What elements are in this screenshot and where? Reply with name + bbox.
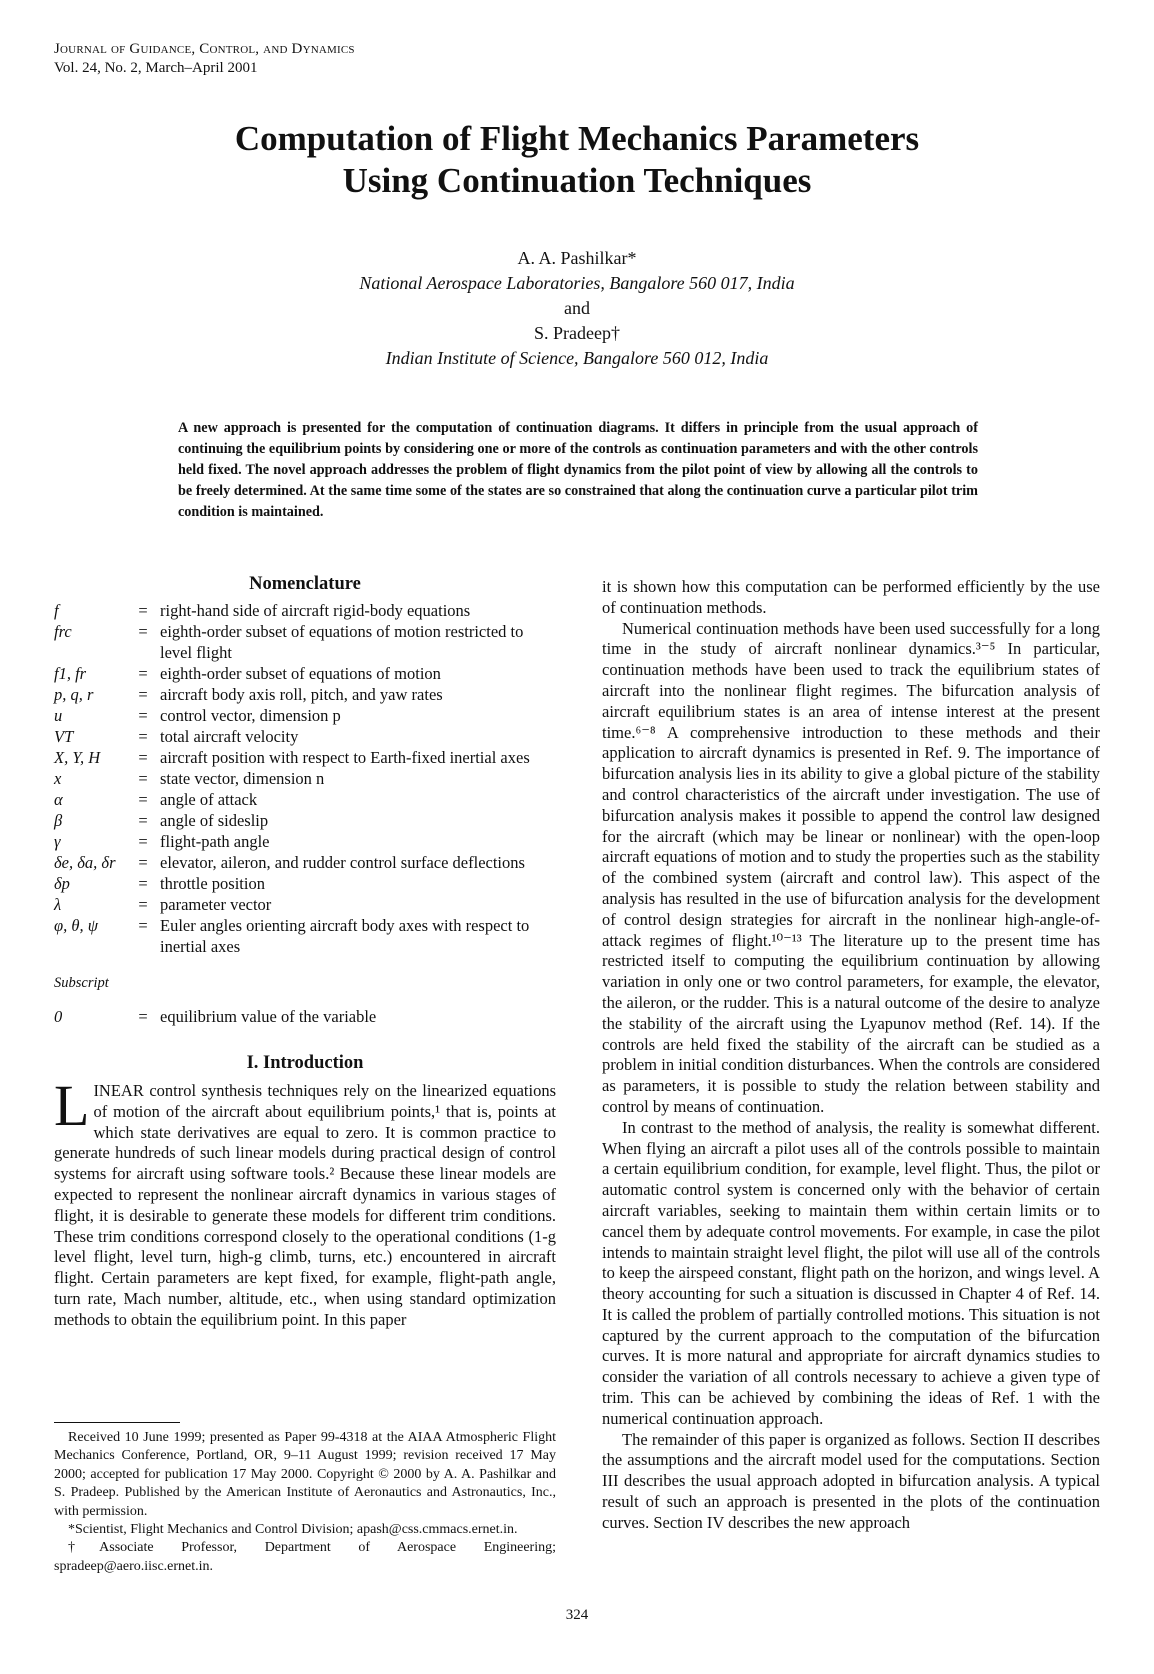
nomenclature-equals: = [138,622,148,641]
nomenclature-equals: = [138,1007,148,1026]
nomenclature-definition: total aircraft velocity [160,727,299,746]
journal-name: Journal of Guidance, Control, and Dynamics [54,41,355,57]
right-paragraph-3: In contrast to the method of analysis, the reality is somewhat different. When flying an aircraft a pilot uses all of the controls possible to maintain a certain equilibrium condition, for example, level flight. Thus, the pilot or automatic control system is concerned only with the behavior of certain aircraft variables, seeking to maintain them within certain limits or to cancel them by adequate control movements. For example, in case the pilot intends to maintain straight level flight, the pilot will use all of the controls to keep the airspeed constant, flight path on the horizon, and wings level. A theory accounting for such a situation is discussed in Chapter 4 of Ref. 14. It is called the problem of partially controlled motions. This situation is not captured by the current approach to the computation of the bifurcation curves. It is more natural and appropriate for aircraft dynamics studies to consider the variation of all controls necessary to achieve a given type of trim. This can be achieved by combining the ideas of Ref. 1 with the numerical continuation approach. [602,1117,1100,1428]
nomenclature-definition: Euler angles orienting aircraft body axes with respect to inertial axes [160,916,530,956]
nomenclature-symbol: δp [54,874,70,893]
introduction-text: INEAR control synthesis techniques rely on the linearized equations of motion of the aircraft about equilibrium points,¹ that is, points at which state derivatives are equal to zero. It is common practice to generate hundreds of such linear models during practical design of control systems for aircraft using software tools.² Because these linear models are expected to represent the nonlinear aircraft dynamics in various stages of flight, it is desirable to generate these models for different trim conditions. These trim conditions correspond closely to the operational conditions (1-g level flight, level turn, high-g climb, turns, etc.) encountered in aircraft flight. Certain parameters are kept fixed, for example, flight-path angle, turn rate, Mach number, altitude, etc., when using standard optimization methods to obtain the equilibrium point. In this paper [54,1081,556,1329]
nomenclature-symbol: f [54,601,59,620]
nomenclature-row [54,789,556,810]
nomenclature-equals: = [138,706,148,725]
title-line-1: Computation of Flight Mechanics Parameters [234,119,920,158]
author-block [0,246,1154,371]
nomenclature-definition: angle of attack [160,790,258,809]
nomenclature-row [54,831,556,852]
footnote-received: Received 10 June 1999; presented as Paper 99-4318 at the AIAA Atmospheric Flight Mechanics Conference, Portland, OR, 9–11 August 1999; revision received 17 May 2000; accepted for publication 17 May 2000. Copyright © 2000 by A. A. Pashilkar and S. Pradeep. Published by the American Institute of Aeronautics and Astronautics, Inc., with permission. [54,1430,556,1519]
author-1: A. A. Pashilkar* [517,248,637,268]
nomenclature-row [54,600,556,621]
nomenclature-symbol: δe, δa, δr [54,853,116,872]
right-paragraph-1: it is shown how this computation can be performed efficiently by the use of continuation methods. [602,577,1100,617]
nomenclature-definition: right-hand side of aircraft rigid-body equations [160,601,471,620]
page-number: 324 [565,1607,589,1623]
author-2: S. Pradeep† [534,323,620,343]
nomenclature-symbol: f1, fr [54,664,87,683]
right-paragraph-4: The remainder of this paper is organized as follows. Section II describes the assumptions and the aircraft model used for the computations. Section III describes the usual approach adopted in bifurcation analysis. A typical result of such an approach is presented in the plots of the continuation curves. Section IV describes the new approach [602,1429,1100,1532]
nomenclature-heading: Nomenclature [249,574,361,594]
nomenclature-row [54,852,556,873]
nomenclature-definition: control vector, dimension p [160,706,341,725]
footnote-rule [54,1422,180,1423]
nomenclature-symbol: λ [54,895,62,914]
nomenclature-equals: = [138,748,148,767]
nomenclature-symbol: 0 [54,1007,63,1026]
nomenclature-definition: aircraft body axis roll, pitch, and yaw rates [160,685,443,704]
subscript-list [54,1006,556,1027]
nomenclature-row [54,768,556,789]
footnote-author-2: †Associate Professor, Department of Aerospace Engineering; spradeep@aero.iisc.ernet.in. [54,1540,556,1574]
nomenclature-row [54,705,556,726]
nomenclature-row [54,621,556,663]
nomenclature-row [54,894,556,915]
nomenclature-symbol: p, q, r [54,685,94,704]
nomenclature-equals: = [138,916,148,935]
nomenclature-definition: equilibrium value of the variable [160,1007,377,1026]
nomenclature-definition: parameter vector [160,895,272,914]
drop-cap: L [54,1073,90,1138]
nomenclature-equals: = [138,769,148,788]
nomenclature-equals: = [138,853,148,872]
affiliation-2: Indian Institute of Science, Bangalore 560 012, India [385,348,769,368]
introduction-heading: I. Introduction [246,1053,364,1073]
nomenclature-symbol: x [54,769,62,788]
nomenclature-row [54,663,556,684]
nomenclature-symbol: X, Y, H [54,748,101,767]
nomenclature-equals: = [138,664,148,683]
nomenclature-symbol: u [54,706,63,725]
title-line-2: Using Continuation Techniques [342,161,812,200]
nomenclature-definition: state vector, dimension n [160,769,325,788]
nomenclature-equals: = [138,895,148,914]
nomenclature-list [54,600,556,957]
nomenclature-row [54,1006,556,1027]
journal-header [54,40,355,78]
left-column [54,572,556,1331]
footnotes [54,1422,556,1576]
nomenclature-symbol: VT [54,727,74,746]
abstract: A new approach is presented for the computation of continuation diagrams. It differs in principle from the usual approach of continuing the equilibrium points by considering one or more of the controls as continuation parameters and with the other controls held fixed. The novel approach addresses the problem of flight dynamics from the pilot point of view by allowing all the controls to be freely determined. At the same time some of the states are so constrained that along the continuation curve a particular pilot trim condition is maintained. [178,420,978,520]
footnote-author-1: *Scientist, Flight Mechanics and Control Division; apash@css.cmmacs.ernet.in. [68,1522,518,1538]
nomenclature-row [54,873,556,894]
nomenclature-equals: = [138,874,148,893]
nomenclature-equals: = [138,601,148,620]
nomenclature-equals: = [138,832,148,851]
nomenclature-definition: aircraft position with respect to Earth-fixed inertial axes [160,748,530,767]
introduction-paragraph-1 [54,1073,556,1331]
nomenclature-row [54,726,556,747]
nomenclature-row [54,747,556,768]
nomenclature-symbol: frc [54,622,72,641]
nomenclature-equals: = [138,790,148,809]
nomenclature-definition: elevator, aileron, and rudder control surface deflections [160,853,525,872]
nomenclature-row [54,684,556,705]
nomenclature-definition: eighth-order subset of equations of motion [160,664,441,683]
nomenclature-row [54,810,556,831]
nomenclature-definition: angle of sideslip [160,811,269,830]
right-column [602,577,1100,1534]
nomenclature-symbol: φ, θ, ψ [54,916,98,935]
nomenclature-row [54,915,556,957]
nomenclature-equals: = [138,685,148,704]
nomenclature-definition: eighth-order subset of equations of motion restricted to level flight [160,622,524,662]
nomenclature-equals: = [138,811,148,830]
paper-title [0,118,1154,202]
journal-volume: Vol. 24, No. 2, March–April 2001 [54,60,258,76]
nomenclature-equals: = [138,727,148,746]
affiliation-1: National Aerospace Laboratories, Bangalore 560 017, India [359,273,795,293]
nomenclature-definition: flight-path angle [160,832,270,851]
right-paragraph-2: Numerical continuation methods have been used successfully for a long time in the study of aircraft nonlinear dynamics.³⁻⁵ In particular, continuation methods have been used to track the equilibrium states of aircraft into the nonlinear flight regimes. The bifurcation analysis of aircraft equilibrium states is an area of intense interest at the present time.⁶⁻⁸ A comprehensive introduction to these methods and their application to aircraft dynamics is presented in Ref. 9. The importance of bifurcation analysis lies in its ability to give a global picture of the stability and control characteristics of the aircraft under investigation. The use of bifurcation analysis makes it possible to append the control law designed for the aircraft (which may be linear or nonlinear) with the open-loop aircraft equations of motion and to study the properties such as the stability of the combined system (aircraft and control law). This aspect of the analysis has resulted in the use of bifurcation analysis for the development of control design strategies for aircraft in the nonlinear high-angle-of-attack regimes of flight.¹⁰⁻¹³ The literature up to the present time has restricted itself to computing the equilibrium continuation by allowing variation in only one or two control parameters, for example, the elevator, the aileron, or the rudder. This is a natural outcome of the desire to analyze the stability of the aircraft using the Lyapunov method (Ref. 14). If the controls are held fixed the stability of the aircraft can be studied as a problem in initial condition disturbances. When the controls are considered as parameters, it is possible to study the relation between stability and control by means of continuation. [602,618,1100,1116]
subscript-label: Subscript [54,975,109,991]
nomenclature-symbol: β [54,811,63,830]
nomenclature-symbol: γ [54,832,61,851]
nomenclature-definition: throttle position [160,874,265,893]
nomenclature-symbol: α [54,790,63,809]
author-conjunction: and [564,298,590,318]
